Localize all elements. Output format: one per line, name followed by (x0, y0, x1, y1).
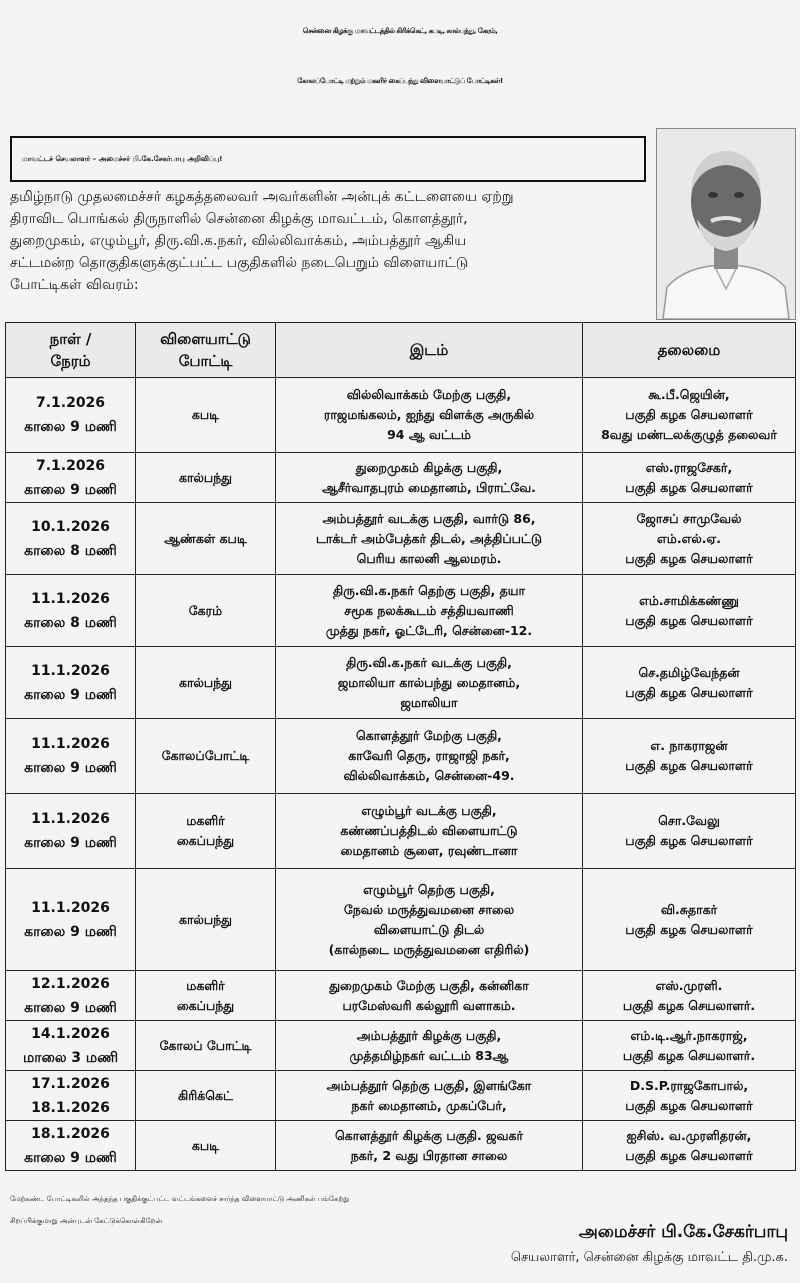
cell-leader-line: D.S.P.ராஜகோபால், (629, 1077, 749, 1093)
cell-venue-line: முத்தமிழ்நகர் வட்டம் 83ஆ (349, 1047, 509, 1063)
cell-date-line: காலை 9 மணி (24, 419, 117, 435)
cell-leader-line: சொ.வேலு (658, 813, 720, 828)
header-date-time (6, 323, 136, 378)
cell-game-line: கைப்பந்து (176, 833, 235, 848)
cell-venue (276, 869, 583, 971)
table-row (6, 378, 796, 453)
cell-venue (276, 1071, 583, 1121)
table-row (6, 575, 796, 647)
cell-venue-line: 94 ஆ வட்டம் (387, 427, 471, 442)
header-text: நேரம் (50, 352, 91, 370)
cell-date-line: காலை 9 மணி (24, 1149, 117, 1166)
cell-date (6, 1071, 136, 1121)
cell-venue-line: ஜமாலியா (400, 694, 458, 710)
cell-venue (276, 575, 583, 647)
cell-leader-line: வி.சுதாகர் (660, 901, 718, 917)
cell-venue (276, 1021, 583, 1071)
cell-leader (583, 503, 796, 575)
cell-venue-line: காவேரி தெரு, ராஜாஜி நகர், (348, 748, 510, 763)
cell-date-line: மாலை 3 மணி (22, 1049, 119, 1066)
cell-game (136, 1021, 276, 1071)
cell-leader-line: செ.தமிழ்வேந்தன் (638, 664, 740, 680)
cell-venue-line: எழும்பூர் தெற்கு பகுதி, (363, 881, 495, 897)
header-venue (276, 323, 583, 378)
cell-date-line: 18.1.2026 (31, 1125, 110, 1142)
events-table (5, 322, 796, 1171)
table-row (6, 503, 796, 575)
intro-line: போட்டிகள் விவரம்: (10, 277, 139, 293)
table-row (6, 1071, 796, 1121)
cell-date (6, 453, 136, 503)
cell-leader-line: பகுதி கழக செயலாளர். (622, 1047, 756, 1063)
cell-date (6, 575, 136, 647)
cell-venue (276, 647, 583, 719)
events-table-body (6, 378, 796, 1171)
cell-game (136, 869, 276, 971)
cell-date-line: காலை 9 மணி (24, 686, 117, 703)
cell-leader-line: பகுதி கழக செயலாளர். (622, 997, 756, 1013)
portrait-illustration (657, 129, 795, 319)
table-row (6, 869, 796, 971)
cell-date-line: காலை 9 மணி (24, 835, 117, 851)
cell-leader (583, 794, 796, 869)
cell-leader-line: பகுதி கழக செயலாளர் (625, 921, 753, 937)
cell-leader-line: பகுதி கழக செயலாளர் (625, 479, 753, 495)
cell-game-line: மகளிர் (186, 813, 225, 828)
cell-date-line: காலை 9 மணி (24, 481, 117, 498)
cell-venue-line: நகர் மைதானம், முகப்பேர், (351, 1097, 507, 1113)
cell-date (6, 869, 136, 971)
table-row (6, 794, 796, 869)
cell-date-line: 12.1.2026 (31, 975, 110, 992)
cell-leader-line: எஸ்.ராஜசேகர், (645, 459, 733, 475)
table-header-row (6, 323, 796, 378)
cell-leader (583, 575, 796, 647)
cell-venue-line: திரு.வி.க.நகர் தெற்கு பகுதி, தயா (332, 582, 526, 598)
cell-leader-line: பகுதி கழக செயலாளர் (625, 612, 753, 628)
cell-venue-line: எழும்பூர் வடக்கு பகுதி, (361, 803, 497, 818)
cell-venue-line: திரு.வி.க.நகர் வடக்கு பகுதி, (346, 654, 512, 670)
cell-date (6, 719, 136, 794)
headline (0, 0, 800, 122)
cell-venue-line: பெரிய காலனி ஆலமரம். (356, 550, 502, 566)
table-row (6, 719, 796, 794)
cell-game (136, 575, 276, 647)
table-row (6, 1021, 796, 1071)
header-text: இடம் (409, 341, 449, 359)
cell-venue-line: வில்லிவாக்கம், சென்னை-49. (343, 768, 515, 783)
cell-venue-line: ஆசீர்வாதபுரம் மைதானம், பிராட்வே. (322, 479, 536, 495)
cell-leader-line: பகுதி கழக செயலாளர் (625, 684, 753, 700)
table-row (6, 971, 796, 1021)
cell-leader (583, 647, 796, 719)
cell-leader (583, 869, 796, 971)
cell-date (6, 1121, 136, 1171)
cell-venue-line: மைதானம் சூளை, ரவுண்டானா (340, 843, 518, 858)
table-row (6, 453, 796, 503)
cell-leader (583, 453, 796, 503)
cell-venue-line: துறைமுகம் கிழக்கு பகுதி, (355, 459, 503, 475)
cell-date (6, 1021, 136, 1071)
cell-venue-line: கொளத்தூர் கிழக்கு பகுதி. ஜவகர் (334, 1127, 523, 1143)
cell-date-line: 11.1.2026 (31, 811, 110, 827)
cell-game-line: ஆண்கள் கபடி (164, 530, 247, 546)
headline-line-1: சென்னை கிழக்கு மாவட்டத்தில் கிரிக்கெட், கபடி, கால்பந்து, கேரம், (302, 27, 498, 35)
cell-venue-line: கண்ணப்பத்திடல் விளையாட்டு (340, 823, 518, 838)
cell-leader (583, 1121, 796, 1171)
header-text: விளையாட்டு (160, 330, 251, 348)
cell-leader-line: எம்.சாமிக்கண்ணு (639, 592, 739, 608)
cell-leader-line: பகுதி கழக செயலாளர் (625, 550, 753, 566)
cell-game (136, 794, 276, 869)
cell-game-line: கோலப் போட்டி (159, 1037, 252, 1053)
cell-leader-line: எம்.டி.ஆர்.நாகராஜ், (630, 1027, 748, 1043)
cell-date-line: 7.1.2026 (35, 457, 106, 474)
intro-line: துறைமுகம், எழும்பூர், திரு.வி.க.நகர், வில்லிவாக்கம், அம்பத்தூர் ஆகிய (10, 233, 467, 249)
cell-venue (276, 503, 583, 575)
cell-venue (276, 453, 583, 503)
cell-game-line: மகளிர் (186, 977, 225, 993)
cell-venue-line: முத்து நகர், ஓட்டேரி, சென்னை-12. (325, 622, 533, 638)
cell-venue-line: நகர், 2 வது பிரதான சாலை (350, 1147, 508, 1163)
cell-game (136, 378, 276, 453)
cell-venue (276, 1121, 583, 1171)
cell-venue-line: கொளத்தூர் மேற்கு பகுதி, (356, 728, 502, 743)
cell-leader-line: ஐசிஸ். வ.முரளிதரன், (626, 1127, 752, 1143)
cell-game-line: கோலப்போட்டி (161, 748, 250, 763)
cell-venue-line: டாக்டர் அம்பேத்கர் திடல், அத்திப்பட்டு (315, 530, 543, 546)
cell-venue (276, 794, 583, 869)
cell-date-line: 7.1.2026 (35, 395, 106, 411)
cell-venue (276, 378, 583, 453)
cell-leader-line: ஜோசப் சாமுவேல் (636, 510, 742, 526)
cell-leader-line: கூ.பீ.ஜெயின், (648, 387, 730, 402)
header-text: தலைமை (657, 341, 721, 359)
cell-date-line: 11.1.2026 (31, 590, 110, 607)
footer-note-line: சிறப்பிக்குமாறு அன்புடன் கேட்டுக்கொள்கிறேன் (10, 1217, 163, 1225)
cell-venue-line: நேவல் மருத்துவமனை சாலை (343, 901, 515, 917)
headline-line-2: கோலப்போட்டி மற்றும் மகளிர் கைப்பந்து விளையாட்டுப் போட்டிகள்! (297, 77, 503, 85)
cell-game-line: கால்பந்து (178, 469, 233, 485)
cell-venue-line: விளையாட்டு திடல் (373, 921, 485, 937)
cell-date-line: 14.1.2026 (31, 1025, 110, 1042)
signature-role: செயலாளர், சென்னை கிழக்கு மாவட்ட தி.மு.க. (510, 1250, 788, 1265)
cell-venue-line: அம்பத்தூர் வடக்கு பகுதி, வார்டு 86, (322, 510, 536, 526)
cell-leader-line: 8வது மண்டலக்குழுத் தலைவர் (601, 427, 777, 442)
cell-game-line: கிரிக்கெட் (178, 1087, 233, 1103)
cell-venue-line: அம்பத்தூர் தெற்கு பகுதி, இளங்கோ (326, 1077, 532, 1093)
cell-date-line: 17.1.2026 (31, 1075, 110, 1092)
cell-venue-line: துறைமுகம் மேற்கு பகுதி, கன்னிகா (329, 977, 529, 993)
cell-venue-line: (கால்நடை மருத்துவமனை எதிரில்) (328, 941, 530, 957)
cell-leader-line: எ. நாகராஜன் (650, 738, 728, 753)
cell-leader (583, 971, 796, 1021)
cell-date-line: காலை 9 மணி (24, 999, 117, 1016)
cell-leader-line: பகுதி கழக செயலாளர் (625, 407, 753, 422)
announcement-box: மாவட்டச் செயலாளர் – அமைச்சர் பி.கே.சேகர்பாபு அறிவிப்பு! (10, 136, 646, 182)
cell-date-line: 10.1.2026 (31, 518, 110, 535)
cell-date (6, 647, 136, 719)
header-game (136, 323, 276, 378)
cell-game-line: கால்பந்து (178, 674, 233, 690)
cell-date-line: 18.1.2026 (31, 1099, 110, 1116)
cell-date-line: 11.1.2026 (31, 899, 110, 916)
cell-leader-line: எஸ்.முரளி. (655, 977, 723, 993)
header-leader (583, 323, 796, 378)
cell-game (136, 1121, 276, 1171)
intro-paragraph (10, 186, 646, 296)
cell-game (136, 971, 276, 1021)
cell-leader (583, 1071, 796, 1121)
cell-game-line: கபடி (191, 1137, 220, 1153)
cell-game-line: கைப்பந்து (176, 997, 235, 1013)
cell-leader-line: பகுதி கழக செயலாளர் (625, 1097, 753, 1113)
footer-note-line: மேற்கண்ட போட்டிகளில் அந்தந்த பகுதிக்குட்பட்ட வட்டங்களைச் சார்ந்த விளையாட்டு அணிகள் பங்கேற்று (10, 1195, 349, 1203)
intro-line: தமிழ்நாடு முதலமைச்சர் கழகத்தலைவர் அவர்களின் அன்புக் கட்டளையை ஏற்று (10, 189, 514, 205)
table-row (6, 1121, 796, 1171)
header-text: நாள் / (49, 330, 92, 348)
cell-date-line: காலை 9 மணி (24, 923, 117, 940)
cell-leader-line: பகுதி கழக செயலாளர் (625, 833, 753, 848)
cell-venue-line: வில்லிவாக்கம் மேற்கு பகுதி, (346, 387, 512, 402)
cell-leader (583, 378, 796, 453)
cell-venue-line: அம்பத்தூர் கிழக்கு பகுதி, (356, 1027, 502, 1043)
cell-date (6, 503, 136, 575)
cell-leader-line: பகுதி கழக செயலாளர் (625, 1147, 753, 1163)
cell-date (6, 378, 136, 453)
cell-leader (583, 1021, 796, 1071)
cell-game (136, 719, 276, 794)
cell-venue (276, 719, 583, 794)
cell-venue-line: சமூக நலக்கூடம் சத்தியவாணி (344, 602, 514, 618)
cell-venue-line: ஜமாலியா கால்பந்து மைதானம், (337, 674, 521, 690)
cell-game-line: கபடி (191, 407, 220, 422)
cell-date-line: காலை 8 மணி (24, 542, 117, 559)
header-text: போட்டி (178, 352, 233, 370)
cell-game (136, 453, 276, 503)
cell-leader-line: எம்.எல்.ஏ. (657, 530, 721, 546)
cell-date (6, 971, 136, 1021)
cell-date-line: 11.1.2026 (31, 662, 110, 679)
table-row (6, 647, 796, 719)
cell-leader-line: பகுதி கழக செயலாளர் (625, 758, 753, 773)
cell-venue-line: ராஜமங்கலம், ஐந்து விளக்கு அருகில் (323, 407, 535, 422)
intro-line: திராவிட பொங்கல் திருநாளில் சென்னை கிழக்கு மாவட்டம், கொளத்தூர், (10, 211, 468, 227)
cell-leader (583, 719, 796, 794)
cell-venue-line: பரமேஸ்வரி கல்லூரி வளாகம். (342, 997, 516, 1013)
cell-date (6, 794, 136, 869)
cell-date-line: 11.1.2026 (31, 736, 110, 752)
cell-game (136, 1071, 276, 1121)
cell-venue (276, 971, 583, 1021)
minister-photo (656, 128, 796, 320)
footer (0, 1188, 800, 1265)
cell-date-line: காலை 8 மணி (24, 614, 117, 631)
cell-date-line: காலை 9 மணி (24, 760, 117, 776)
cell-game-line: கேரம் (188, 602, 223, 618)
signature: அமைச்சர் பி.கே.சேகர்பாபு (578, 1222, 788, 1242)
cell-game (136, 503, 276, 575)
cell-game-line: கால்பந்து (178, 911, 233, 927)
cell-game (136, 647, 276, 719)
intro-line: சட்டமன்ற தொகுதிகளுக்குட்பட்ட பகுதிகளில் நடைபெறும் விளையாட்டு (10, 255, 469, 271)
